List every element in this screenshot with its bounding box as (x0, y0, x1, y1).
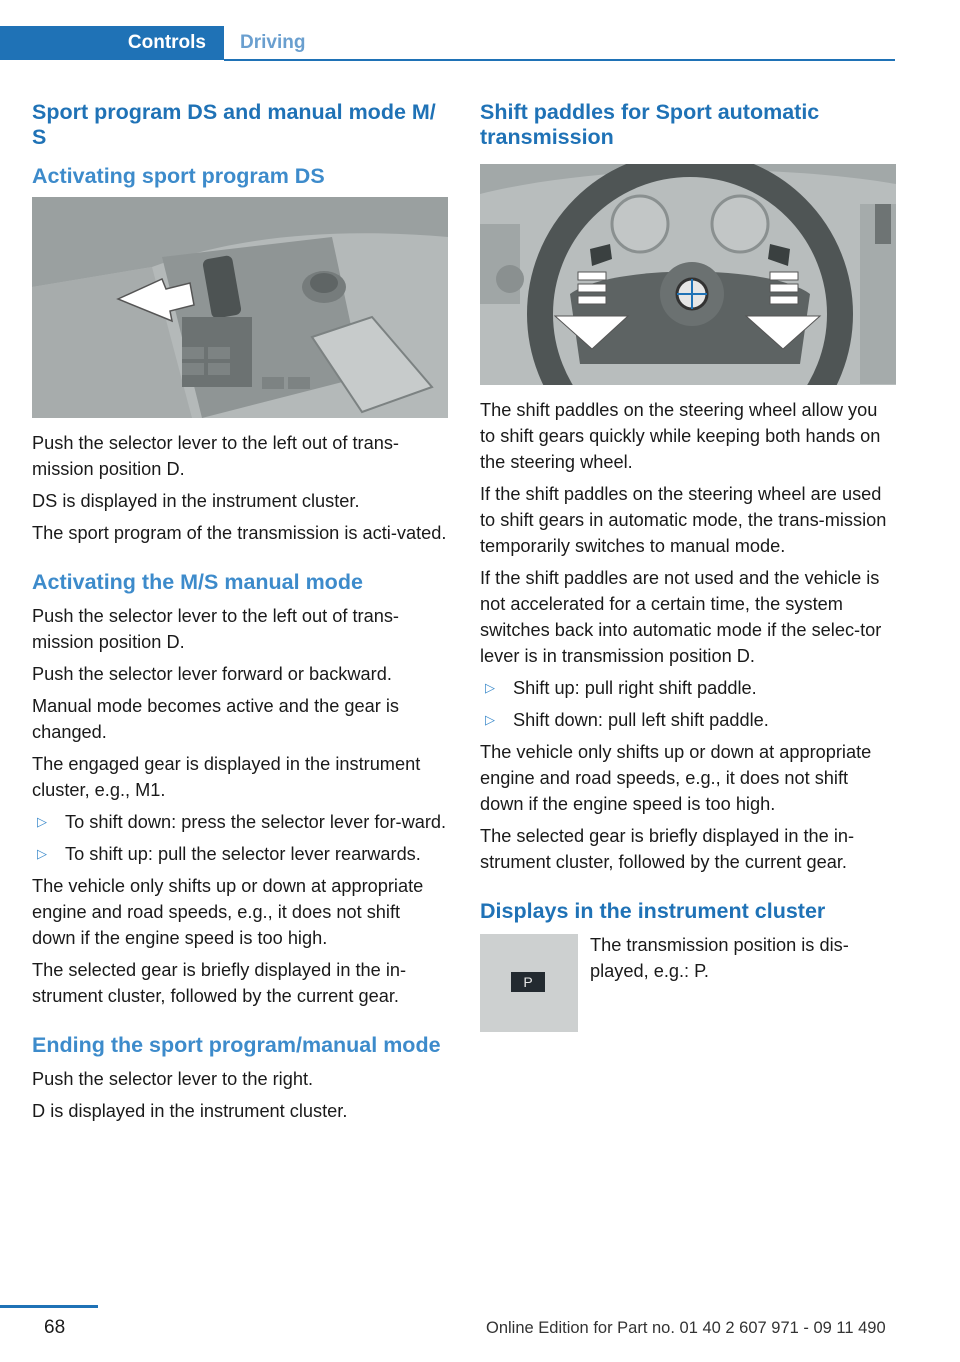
section-title-sport-program: Sport program DS and manual mode M/ S (32, 100, 436, 149)
paddles-paragraph-2: If the shift paddles on the steering wheel are used to shift gears in automatic mode, the trans-mission temporarily switches to manual mode. (480, 484, 887, 556)
list-item: ▷ Shift down: pull left shift paddle. (480, 707, 896, 733)
sec3-paragraph-1: Push the selector lever to the right. (32, 1069, 314, 1089)
heading-activating-ms: Activating the M/S manual mode (32, 570, 363, 594)
triangle-bullet-icon: ▷ (37, 814, 47, 829)
sec1-paragraph-1: Push the selector lever to the left out of trans-mission position D. (32, 433, 399, 479)
sec3-paragraph-2: D is displayed in the instrument cluster. (32, 1101, 348, 1121)
paddles-paragraph-4: The vehicle only shifts up or down at appropriate engine and road speeds, e.g., it does not shift down if the engine speed is too high. (480, 742, 872, 814)
triangle-bullet-icon: ▷ (485, 680, 495, 695)
transmission-position-symbol: P (511, 972, 545, 992)
footer-divider (0, 1305, 98, 1308)
sec2-paragraph-4: The engaged gear is displayed in the instrument cluster, e.g., M1. (32, 754, 421, 800)
sec2-paragraph-5: The vehicle only shifts up or down at appropriate engine and road speeds, e.g., it does not shift down if the engine speed is too high. (32, 876, 424, 948)
section-title-shift-paddles: Shift paddles for Sport automatic transmission (480, 100, 820, 149)
paddles-paragraph-5: The selected gear is briefly displayed in the in-strument cluster, followed by the current gear. (480, 826, 855, 872)
header-bar (0, 26, 895, 62)
sec1-paragraph-2: DS is displayed in the instrument cluster. (32, 491, 360, 511)
sec2-paragraph-2: Push the selector lever forward or backward. (32, 664, 392, 684)
instrument-display-thumbnail (480, 934, 578, 1032)
tab-driving[interactable]: Driving (240, 32, 306, 53)
list-item: ▷ To shift up: pull the selector lever rearwards. (32, 841, 448, 867)
shift-bullet-list (32, 809, 448, 867)
sec2-paragraph-3: Manual mode becomes active and the gear is changed. (32, 696, 399, 742)
list-item: ▷ To shift down: press the selector lever for-ward. (32, 809, 448, 835)
heading-displays: Displays in the instrument cluster (480, 899, 826, 923)
triangle-bullet-icon: ▷ (37, 846, 47, 861)
page-number: 68 (44, 1317, 66, 1338)
sec2-paragraph-6: The selected gear is briefly displayed in the in-strument cluster, followed by the current gear. (32, 960, 407, 1006)
right-column (480, 100, 896, 1042)
triangle-bullet-icon: ▷ (485, 712, 495, 727)
display-description: The transmission position is dis-played, e.g.: P. (590, 935, 849, 981)
paddles-paragraph-3: If the shift paddles are not used and the vehicle is not accelerated for a certain time, the system switches back into automatic mode if the selec-tor lever is in transmission position D. (480, 568, 882, 666)
header-divider (224, 59, 895, 61)
heading-activating-ds: Activating sport program DS (32, 164, 325, 188)
list-item: ▷ Shift up: pull right shift paddle. (480, 675, 896, 701)
edition-text: Online Edition for Part no. 01 40 2 607 971 - 09 11 490 (486, 1319, 886, 1337)
left-column (32, 100, 448, 1130)
sec2-paragraph-1: Push the selector lever to the left out of trans-mission position D. (32, 606, 399, 652)
tab-controls[interactable]: Controls (0, 26, 224, 60)
heading-ending-sport: Ending the sport program/manual mode (32, 1033, 441, 1057)
paddle-bullet-list (480, 675, 896, 733)
display-example (480, 932, 896, 1042)
paddles-paragraph-1: The shift paddles on the steering wheel allow you to shift gears quickly while keeping both hands on the steering wheel. (480, 400, 881, 472)
sec1-paragraph-3: The sport program of the transmission is acti-vated. (32, 523, 447, 543)
steering-wheel-illustration (480, 164, 896, 385)
selector-lever-illustration (32, 197, 448, 418)
